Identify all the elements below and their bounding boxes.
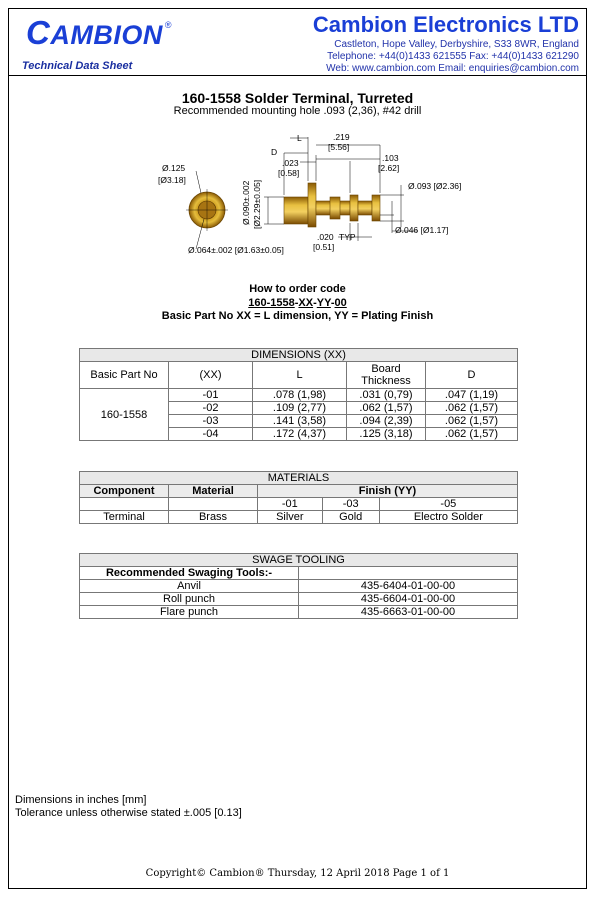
order-code-sep: - — [313, 297, 317, 309]
table-cell: -02 — [169, 402, 253, 415]
table-cell: .109 (2,77) — [253, 402, 347, 415]
table-row — [80, 606, 518, 619]
finish-code: -03 — [322, 498, 379, 511]
side-view — [264, 183, 380, 227]
label-l: L — [297, 133, 302, 143]
table-cell: Silver — [258, 511, 323, 524]
table-cell: -03 — [169, 415, 253, 428]
col-header: L — [253, 362, 347, 389]
tooling-table — [79, 553, 518, 619]
order-code-xx: XX — [298, 297, 314, 309]
units-note: Dimensions in inches [mm] — [15, 794, 147, 806]
order-code-sep: - — [330, 297, 335, 309]
dim-023-label: .023 — [282, 158, 299, 168]
table-cell: .062 (1,57) — [347, 402, 426, 415]
table-cell — [169, 498, 258, 511]
table-cell — [299, 567, 518, 580]
table-cell: .031 (0,79) — [347, 389, 426, 402]
table-cell: Gold — [322, 511, 379, 524]
table-cell: .062 (1,57) — [426, 428, 518, 441]
dia-064-label: Ø.064±.002 [Ø1.63±0.05] — [188, 245, 284, 255]
product-subtitle: Recommended mounting hole .093 (2,36), #42 drill — [173, 105, 422, 117]
part-number-cell: 160-1558 — [80, 389, 169, 441]
dia-090-label: Ø.090±.002 — [241, 180, 251, 225]
order-code-tail: 00 — [334, 297, 347, 309]
dia-125-mm-label: [Ø3.18] — [158, 175, 186, 185]
table-cell: 435-6604-01-00-00 — [299, 593, 518, 606]
finish-code: -05 — [379, 498, 517, 511]
table-cell: .094 (2,39) — [347, 415, 426, 428]
col-header: D — [426, 362, 518, 389]
dim-219-mm-label: [5.56] — [328, 142, 350, 152]
dia-090-mm-label: [Ø2.29±0.05] — [252, 179, 262, 229]
dim-020-label: .020 — [317, 232, 334, 242]
col-header: Board Thickness — [347, 362, 426, 389]
tolerance-note: Tolerance unless otherwise stated ±.005 [0.13] — [15, 807, 242, 819]
dia-125-label: Ø.125 — [162, 163, 186, 173]
table-row — [80, 593, 518, 606]
table-cell: -04 — [169, 428, 253, 441]
order-code-heading: How to order code — [249, 283, 346, 295]
order-code — [0, 297, 595, 309]
terminal-drawing — [0, 125, 595, 265]
table-cell: .078 (1,98) — [253, 389, 347, 402]
col-header: (XX) — [169, 362, 253, 389]
table-cell: Flare punch — [80, 606, 299, 619]
order-code-legend: Basic Part No XX = L dimension, YY = Plating Finish — [161, 310, 434, 322]
col-header: Component — [80, 485, 169, 498]
col-header: Basic Part No — [80, 362, 169, 389]
col-header: Material — [169, 485, 258, 498]
table-row — [80, 511, 518, 524]
table-cell: Electro Solder — [379, 511, 517, 524]
table-cell: -01 — [169, 389, 253, 402]
table-cell: Anvil — [80, 580, 299, 593]
company-phone: Telephone: +44(0)1433 621555 Fax: +44(0)1433 621290 — [327, 51, 579, 62]
col-header: Recommended Swaging Tools:- — [80, 567, 299, 580]
table-cell: Terminal — [80, 511, 169, 524]
dim-020-mm-label: [0.51] — [313, 242, 335, 252]
table-cell: .062 (1,57) — [426, 402, 518, 415]
table-cell: .047 (1,19) — [426, 389, 518, 402]
table-cell — [80, 498, 169, 511]
company-address: Castleton, Hope Valley, Derbyshire, S33 8WR, England — [334, 39, 579, 50]
dia-093-label: Ø.093 [Ø2.36] — [408, 181, 462, 191]
table-cell: Brass — [169, 511, 258, 524]
label-d: D — [271, 147, 278, 157]
col-header: Finish (YY) — [258, 485, 518, 498]
dimensions-table — [79, 348, 518, 441]
copyright-footer: Copyright© Cambion® Thursday, 12 April 2018 Page 1 of 1 — [145, 868, 450, 879]
table-cell: .141 (3,58) — [253, 415, 347, 428]
table-row — [80, 389, 518, 402]
dim-103-label: .103 — [382, 153, 399, 163]
table-cell: 435-6404-01-00-00 — [299, 580, 518, 593]
dia-046-label: Ø.046 [Ø1.17] — [395, 225, 449, 235]
dim-023-mm-label: [0.58] — [278, 168, 300, 178]
materials-table — [79, 471, 518, 524]
company-web: Web: www.cambion.com Email: enquiries@cambion.com — [326, 63, 579, 74]
materials-caption: MATERIALS — [80, 472, 518, 485]
dimensions-caption: DIMENSIONS (XX) — [80, 349, 518, 362]
dim-219-label: .219 — [333, 132, 350, 142]
sheet-type-label: Technical Data Sheet — [22, 60, 133, 72]
tooling-caption: SWAGE TOOLING — [80, 554, 518, 567]
dim-103-mm-label: [2.62] — [378, 163, 400, 173]
order-code-part: 160-1558 — [248, 297, 295, 309]
table-cell: Roll punch — [80, 593, 299, 606]
header-divider — [8, 75, 587, 76]
end-view — [186, 171, 228, 249]
order-code-sep: - — [294, 297, 299, 309]
product-title: 160-1558 Solder Terminal, Turreted — [181, 90, 414, 106]
finish-code: -01 — [258, 498, 323, 511]
table-cell: .125 (3,18) — [347, 428, 426, 441]
typ-label: TYP — [339, 232, 356, 242]
table-cell: .062 (1,57) — [426, 415, 518, 428]
order-code-yy: YY — [316, 297, 331, 309]
table-cell: .172 (4,37) — [253, 428, 347, 441]
table-cell: 435-6663-01-00-00 — [299, 606, 518, 619]
table-row — [80, 580, 518, 593]
company-name: Cambion Electronics LTD — [312, 12, 579, 37]
cambion-logo: CAMBION ® — [26, 14, 172, 51]
